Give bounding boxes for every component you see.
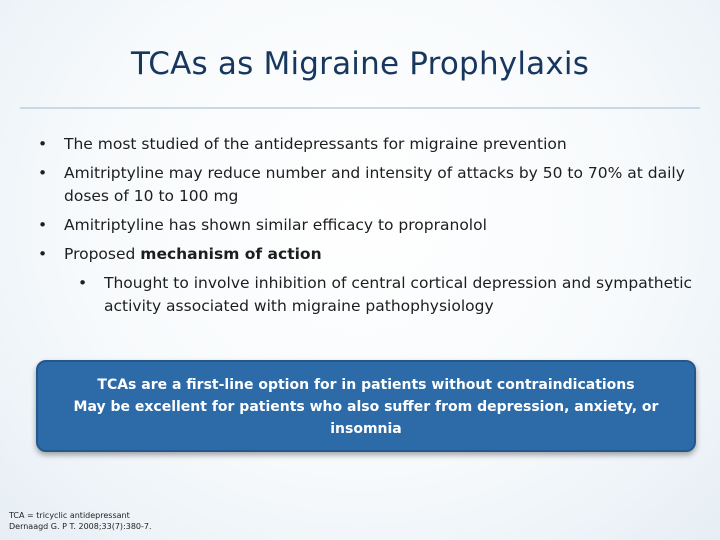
slide-title: TCAs as Migraine Prophylaxis — [130, 46, 590, 82]
bullet-text: Amitriptyline has shown similar efficacy to propranolol — [64, 216, 487, 234]
footnote — [9, 510, 152, 532]
bullet-text: Amitriptyline may reduce number and intensity of attacks by 50 to 70% at daily doses of 10 to 100 mg — [64, 164, 685, 205]
bullet-text-plain: Proposed — [64, 245, 141, 263]
bullet-list — [36, 133, 706, 324]
bullet-text-bold: mechanism of action — [140, 245, 322, 263]
callout-box — [36, 360, 696, 452]
bullet-item — [36, 162, 706, 208]
footnote-citation: Dernaagd G. P T. 2008;33(7):380-7. — [9, 522, 152, 531]
sub-bullet-text: Thought to involve inhibition of central cortical depression and sympathetic activity associated with migraine pathophysiology — [104, 274, 693, 315]
bullet-dot: • — [38, 164, 48, 182]
bullet-dot: • — [38, 245, 48, 263]
title-divider — [20, 107, 700, 109]
bullet-dot: • — [38, 216, 48, 234]
bullet-text: The most studied of the antidepressants for migraine prevention — [64, 135, 567, 153]
bullet-item — [36, 133, 706, 156]
bullet-dot: • — [38, 135, 48, 153]
sub-bullet-item — [76, 272, 706, 318]
bullet-dot: • — [78, 274, 88, 292]
callout-line-2: May be excellent for patients who also suffer from depression, anxiety, or insomnia — [73, 399, 659, 437]
footnote-abbreviation: TCA = tricyclic antidepressant — [9, 511, 130, 520]
bullet-item — [36, 243, 706, 266]
bullet-item — [36, 214, 706, 237]
callout-line-1: TCAs are a first-line option for in patients without contraindications — [97, 377, 635, 393]
